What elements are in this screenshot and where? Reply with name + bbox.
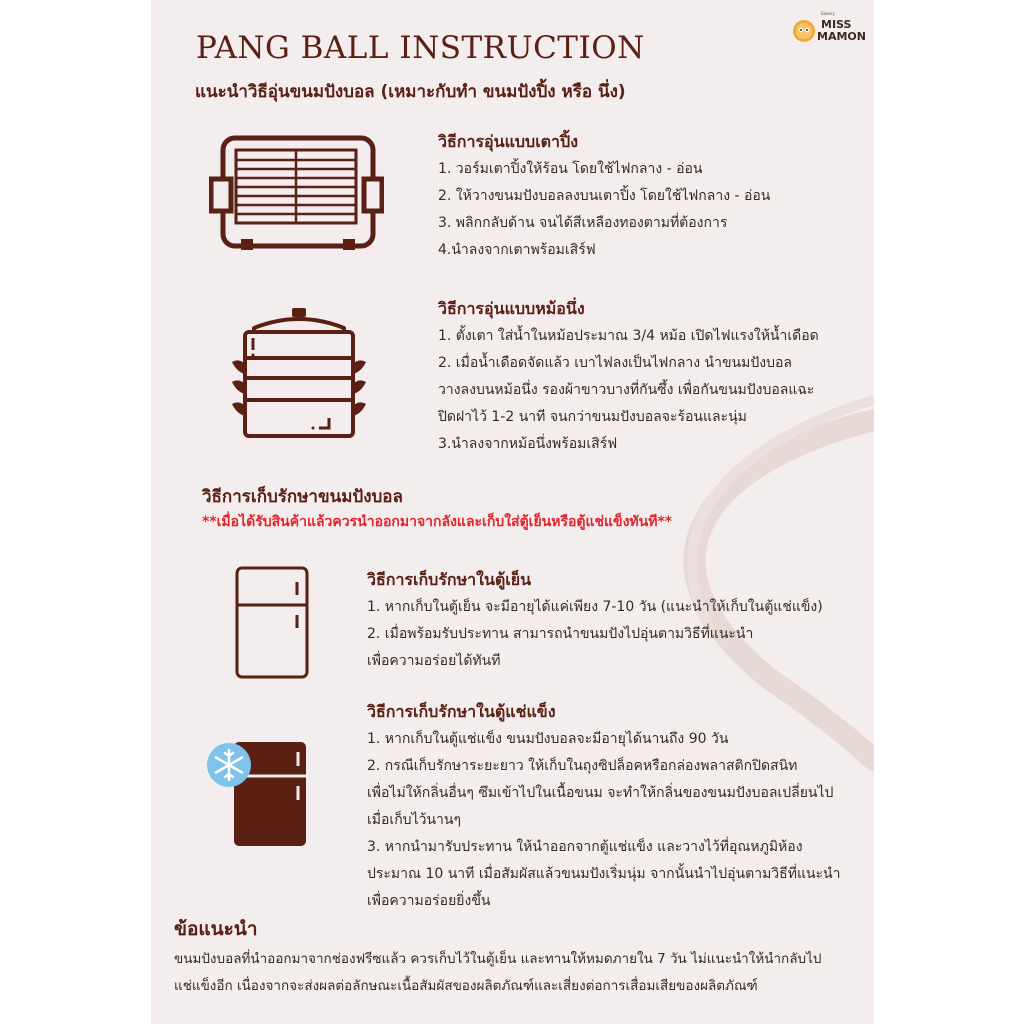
freezer-section-title: วิธีการเก็บรักษาในตู้แช่แข็ง [367,702,556,721]
logo-line-2: MAMON [817,30,866,43]
advice-line: ขนมปังบอลที่นำออกมาจากช่องฟรีซแล้ว ควรเก็บไว้ในตู้เย็น และทานให้หมดภายใน 7 วัน ไม่แนะนำให้นำกลับไป [174,951,822,967]
fridge-step: 2. เมื่อพร้อมรับประทาน สามารถนำขนมปังไปอุ่นตามวิธีที่แนะนำ [367,626,754,642]
steamer-step: ปิดฝาไว้ 1-2 นาที จนกว่าขนมปังบอลจะร้อนและนุ่ม [438,409,747,425]
fridge-step: เพื่อความอร่อยได้ทันที [367,653,501,669]
grill-step: 3. พลิกกลับด้าน จนได้สีเหลืองทองตามที่ต้องการ [438,215,728,231]
freezer-step: 2. กรณีเก็บรักษาระยะยาว ให้เก็บในถุงซิปล็อคหรือกล่องพลาสติกปิดสนิท [367,758,798,774]
mascot-icon [791,18,817,44]
storage-section-title: วิธีการเก็บรักษาขนมปังบอล [202,487,403,507]
grill-step: 4.นำลงจากเตาพร้อมเสิร์ฟ [438,242,596,258]
grill-step: 1. วอร์มเตาปิ้งให้ร้อน โดยใช้ไฟกลาง - อ่อน [438,161,703,177]
brand-logo [791,10,871,50]
instruction-sheet [151,0,874,1024]
advice-title: ข้อแนะนำ [174,918,258,940]
steamer-step: วางลงบนหม้อนึ่ง รองผ้าขาวบางที่กันซึ้ง เพื่อกันขนมปังบอลแฉะ [438,382,815,398]
freezer-step: เพื่อไม่ให้กลิ่นอื่นๆ ซึมเข้าไปในเนื้อขนม จะทำให้กลิ่นของขนมปังบอลเปลี่ยนไป [367,785,834,801]
grill-step: 2. ให้วางขนมปังบอลลงบนเตาปิ้ง โดยใช้ไฟกลาง - อ่อน [438,188,771,204]
freezer-step: 3. หากนำมารับประทาน ให้นำออกจากตู้แช่แข็ง และวางไว้ที่อุณหภูมิห้อง [367,839,803,855]
page-subtitle: แนะนำวิธีอุ่นขนมปังบอล (เหมาะกับทำ ขนมปังปิ้ง หรือ นึ่ง) [195,82,626,102]
steamer-step: 3.นำลงจากหม้อนึ่งพร้อมเสิร์ฟ [438,436,618,452]
freezer-step: 1. หากเก็บในตู้แช่แข็ง ขนมปังบอลจะมีอายุได้นานถึง 90 วัน [367,731,729,747]
grill-section-title: วิธีการอุ่นแบบเตาปิ้ง [438,132,578,151]
steamer-step: 2. เมื่อน้ำเดือดจัดแล้ว เบาไฟลงเป็นไฟกลาง นำขนมปังบอล [438,355,792,371]
logo-tagline: Bakery [821,11,835,16]
grill-icon [209,135,384,253]
freezer-step: เพื่อความอร่อยยิ่งขึ้น [367,893,491,909]
advice-line: แช่แข็งอีก เนื่องจากจะส่งผลต่อลักษณะเนื้อสัมผัสของผลิตภัณฑ์และเสี่ยงต่อการเสื่อมเสียของผลิตภัณฑ์ [174,978,758,994]
freezer-step: ประมาณ 10 นาที เมื่อสัมผัสแล้วขนมปังเริ่มนุ่ม จากนั้นนำไปอุ่นตามวิธีที่แนะนำ [367,866,841,882]
steamer-section-title: วิธีการอุ่นแบบหม้อนึ่ง [438,299,585,318]
storage-alert: **เมื่อได้รับสินค้าแล้วควรนำออกมาจากลังและเก็บใส่ตู้เย็นหรือตู้แช่แข็งทันที** [202,514,673,530]
steamer-pot-icon [229,300,369,442]
page-title: PANG BALL INSTRUCTION [196,30,645,66]
freezer-icon [204,740,314,848]
fridge-icon [234,565,310,680]
logo-line-1: MISS [821,18,852,31]
steamer-step: 1. ตั้งเตา ใส่น้ำในหม้อประมาณ 3/4 หม้อ เปิดไฟแรงให้น้ำเดือด [438,328,819,344]
freezer-step: เมื่อเก็บไว้นานๆ [367,812,461,828]
fridge-step: 1. หากเก็บในตู้เย็น จะมีอายุได้แค่เพียง 7-10 วัน (แนะนำให้เก็บในตู้แช่แข็ง) [367,599,823,615]
logo-wordmark [817,19,866,43]
fridge-section-title: วิธีการเก็บรักษาในตู้เย็น [367,570,532,589]
